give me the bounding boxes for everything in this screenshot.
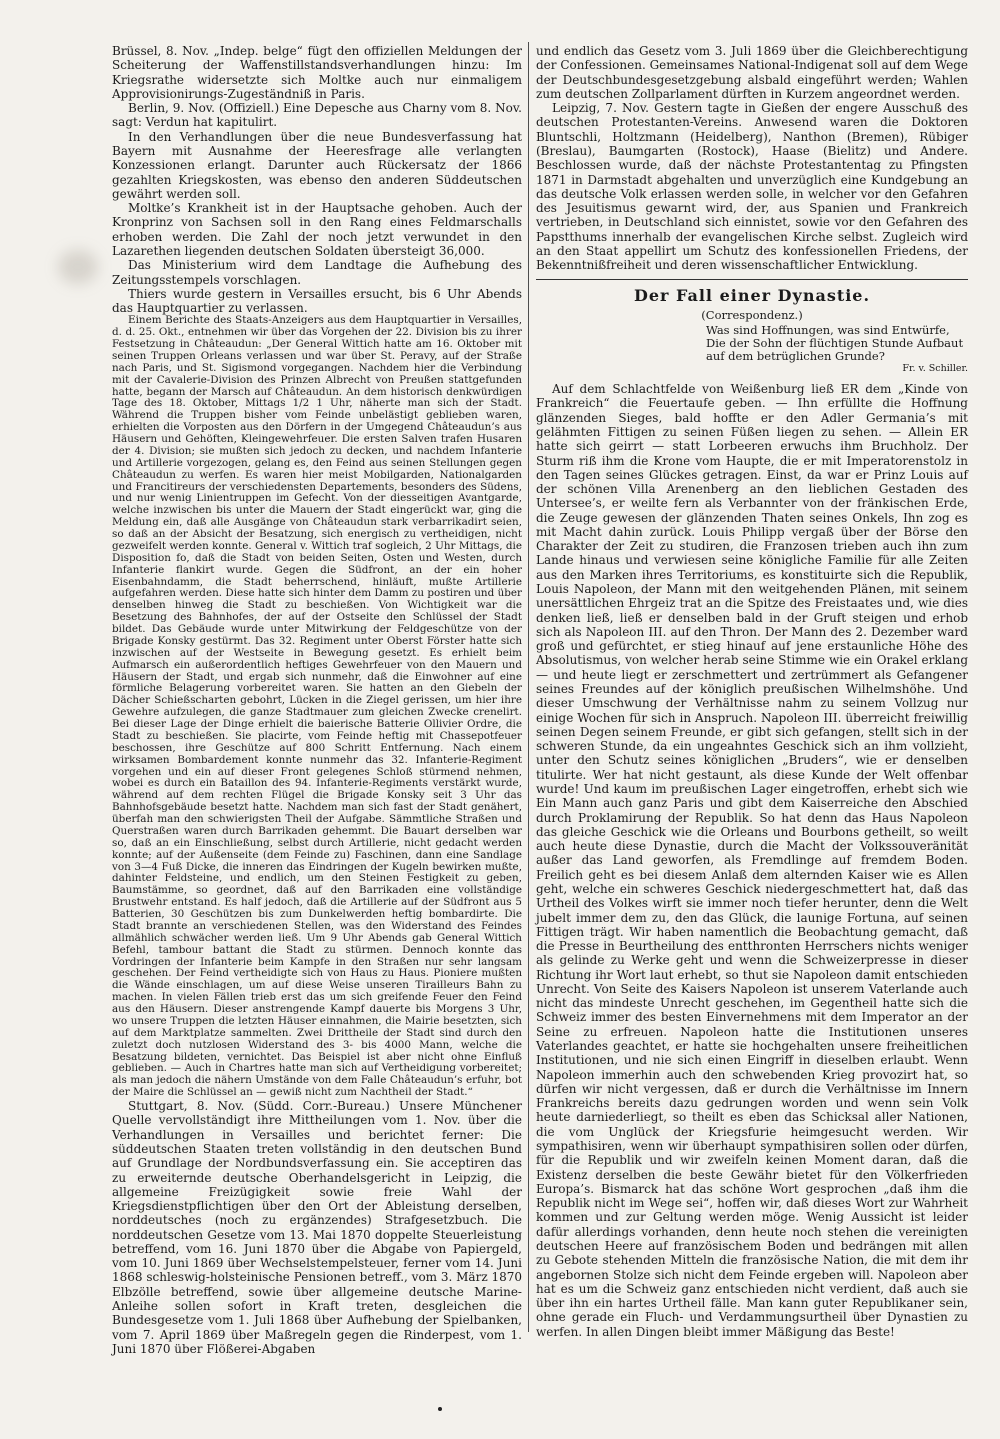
report-leipzig: Leipzig, 7. Nov. Gestern tagte in Gießen der engere Ausschuß des deutschen Protestanten-Vereins. Anwesend waren die Doktoren Bluntschli, Holtzmann (Heidelberg), Nanthon (Bremen), Rübiger (Breslau), Baumgarten (Rostock), Haase (Bielitz) und Andere. Beschlossen wurde, daß der nächste Protestantentag zu Pfingsten 1871 in Darmstadt abgehalten und unverzüglich eine Kundgebung an das deutsche Volk erlassen werden solle, in welcher vor den Gefahren des Jesuitismus gewarnt wird, der, aus Spanien und Frankreich vertrieben, in Deutschland sich einnistet, sowie vor den Gefahren des Papstthums innerhalb der evangelischen Kirche selbst. Zugleich wird an den Staat appellirt um Schutz des konfessionellen Friedens, der Bekenntnißfreiheit und deren wissenschaftlicher Entwicklung. [536, 101, 968, 273]
article-headline: Der Fall einer Dynastie. [633, 285, 871, 305]
report-bruessel: Brüssel, 8. Nov. „Indep. belge“ fügt den offiziellen Meldungen der Scheiterung der Waffenstillstandsverhandlungen hinzu: Im Kriegsrathe widersetzte sich Moltke auch nur einmaligem Approvisionirungs-Zugeständniß in Paris. [112, 44, 522, 101]
section-rule [536, 279, 968, 280]
article-motto: Was sind Hoffnungen, was sind Entwürfe, Die der Sohn der flüchtigen Stunde Aufbaut auf dem betrüglichen Grunde? [706, 322, 964, 363]
report-chateaudun: Einem Berichte des Staats-Anzeigers aus dem Hauptquartier in Versailles, d. d. 25. Okt., entnehmen wir über das Vorgehen der 22. Division bis zu ihrer Festsetzung in Châteaudun: „Der General Wittich hatte am 16. Oktober mit seinen Truppen Orleans verlassen und war über St. Peravy, auf der Straße nach Paris, und St. Sigismond vorgegangen. Nachdem hier die Verbindung mit der Cavalerie-Division des Prinzen Albrecht von Preußen stattgefunden hatte, begann der Marsch auf Châteaudun. An dem historisch denkwürdigen Tage des 18. Oktober, Mittags 1/2 1 Uhr, näherte man sich der Stadt. Während die Truppen bisher vom Feinde unbelästigt geblieben waren, erhielten die Vorposten aus den Dörfern in der Umgegend Châteaudun’s aus Häusern und Gehöften, Kleingewehrfeuer. Die ersten Salven trafen Husaren der 4. Division; sie mußten sich jedoch zu decken, und nachdem Infanterie und Artillerie vorgezogen, gelang es, den Feind aus seinen Stellungen gegen Châteaudun zu werfen. Es waren hier meist Mobilgarden, Nationalgarden und Francitireurs der verschiedensten Departements, besonders des Südens, und nur wenig Linientruppen im Gefecht. Von der diesseitigen Avantgarde, welche inzwischen bis unter die Mauern der Stadt eingerückt war, ging die Meldung ein, daß alle Ausgänge von Châteaudun stark verbarrikadirt seien, so daß an der Absicht der Besatzung, sich energisch zu vertheidigen, nicht gezweifelt werden konnte. General v. Wittich traf sogleich, 2 Uhr Mittags, die Disposition fo, daß die Stadt von beiden Seiten, Osten und Westen, durch Infanterie flankirt wurde. Gegen die Südfront, an der ein hoher Eisenbahndamm, die Stadt beherrschend, hinläuft, mußte Artillerie aufgefahren werden. Diese hatte sich hinter dem Damm zu postiren und über denselben hinweg die Stadt zu beschießen. Von Wichtigkeit war die Besetzung des Bahnhofes, der auf der Ostseite den Schlüssel der Stadt bildet. Das Gebäude wurde unter Mitwirkung der Feldgeschütze von der Brigade Konsky gestürmt. Das 32. Regiment unter Oberst Förster hatte sich inzwischen auf der Westseite in Bewegung gesetzt. Es erhielt beim Aufmarsch ein außerordentlich heftiges Gewehrfeuer von den Mauern und Häusern der Stadt, und ergab sich nunmehr, daß die Einwohner auf eine förmliche Belagerung vorbereitet waren. Sie hatten an den Giebeln der Dächer Schießscharten gebohrt, Lücken in die Ziegel gerissen, um hier ihre Gewehre aufzulegen, die ganze Stadtmauer zum gleichen Zwecke crenelirt. Bei dieser Lage der Dinge erhielt die baierische Batterie Ollivier Ordre, die Stadt zu beschießen. Sie placirte, vom Feinde heftig mit Chassepotfeuer beschossen, ihre Geschütze auf 800 Schritt Entfernung. Nach einem wirksamen Bombardement konnte nunmehr das 32. Infanterie-Regiment vorgehen und ein auf dieser Front gelegenes Schloß stürmend nehmen, wobei es durch ein Bataillon des 94. Infanterie-Regiments verstärkt wurde, während auf dem rechten Flügel die Brigade Konsky seit 3 Uhr das Bahnhofsgebäude besetzt hatte. Nachdem man sich fast der Stadt genähert, überfah man den schwierigsten Theil der Aufgabe. Sämmtliche Straßen und Querstraßen waren durch Barrikaden gehemmt. Die Bauart derselben war so, daß an ein Einschließung, selbst durch Artillerie, nicht gedacht werden konnte; auf der Außenseite (dem Feinde zu) Faschinen, dann eine Sandlage von 3—4 Fuß Dicke, die inneren das Eindringen der Kugeln bewirken mußte, dahinter Feldsteine, und endlich, um den Steinen Festigkeit zu geben, Baumstämme, so geordnet, daß auf den Barrikaden eine vollständige Brustwehr entstand. Es half jedoch, daß die Artillerie auf der Südfront aus 5 Batterien, 30 Geschützen bis zum Dunkelwerden heftig bombardirte. Die Stadt brannte an verschiedenen Stellen, was den Widerstand des Feindes allmählich schwächer werden ließ. Um 9 Uhr Abends gab General Wittich Befehl, tambour battant die Stadt zu stürmen. Dennoch konnte das Vordringen der Infanterie beim Kampfe in den Straßen nur sehr langsam geschehen. Der Feind vertheidigte sich von Haus zu Haus. Pioniere mußten die Wände einschlagen, um auf diese Weise unseren Tirailleurs Bahn zu machen. In vielen Fällen trieb erst das um sich greifende Feuer den Feind aus den Häusern. Dieser anstrengende Kampf dauerte bis Morgens 3 Uhr, wo unsere Truppen die letzten Häuser einnahmen, die Mairie besetzten, sich auf dem Marktplatze sammelten. Zwei Drittheile der Stadt sind durch den zuletzt doch nutzlosen Widerstand des 3- bis 4000 Mann, welche die Besatzung bildeten, vernichtet. Das Beispiel ist aber nicht ohne Einfluß geblieben. — Auch in Chartres hatte man sich auf Vertheidigung vorbereitet; als man jedoch die nähern Umstände von dem Falle Châteaudun’s erfuhr, bot der Maire die Schlüssel an — gewiß nicht zum Nachtheil der Stadt.“ [112, 314, 522, 1099]
print-dot [438, 1407, 442, 1411]
ink-stain [58, 250, 98, 284]
report-zeitungsstempel: Das Ministerium wird dem Landtage die Aufhebung des Zeitungsstempels vorschlagen. [112, 258, 522, 287]
report-stuttgart: Stuttgart, 8. Nov. (Südd. Corr.-Bureau.) Unsere Münchener Quelle vervollständigt ihre Mittheilungen vom 1. Nov. über die Verhandlungen in Versailles und berichtet ferner: Die süddeutschen Staaten treten vollständig in den deutschen Bund auf Grundlage der Nordbundsverfassung ein. Sie acceptiren das zu erweiternde deutsche Oberhandelsgericht in Leipzig, die allgemeine Freizügigkeit sowie freie Wahl der Kriegsdienstpflichtigen über den Ort der Ableistung derselben, norddeutsches (noch zu ergänzendes) Strafgesetzbuch. Die norddeutschen Gesetze vom 13. Mai 1870 doppelte Steuerleistung betreffend, vom 16. Juni 1870 über die Abgabe von Papiergeld, vom 10. Juni 1869 über Wechselstempelsteuer, ferner vom 14. Juni 1868 schleswig-holsteinische Pensionen betreff., vom 3. März 1870 Elbzölle betreffend, sowie über allgemeine deutsche Marine-Anleihe sollen sofort in Kraft treten, desgleichen die Bundesgesetze vom 1. Juli 1868 über Aufhebung der Spielbanken, vom 7. April 1869 über Maßregeln gegen die Rinderpest, vom 1. Juni 1870 über Flößerei-Abgaben [112, 1099, 522, 1356]
article-body: Auf dem Schlachtfelde von Weißenburg ließ ER dem „Kinde von Frankreich“ die Feuertaufe geben. — Ihn erfüllte die Hoffnung glänzenden Sieges, bald hoffte er den Adler Germania’s mit gelähmten Fittigen zu seinen Füßen liegen zu sehen. — Allein ER hatte sich geirrt — statt Lorbeeren erwuchs ihm Bruchholz. Der Sturm riß ihm die Krone vom Haupte, die er mit Imperatorenstolz in den Tagen seines Glückes getragen. Einst, da war er Prinz Louis auf der schönen Villa Arenenberg an den lieblichen Gestaden des Untersee’s, er weilte fern als Verbannter von der fränkischen Erde, die Zeuge gewesen der glänzenden Thaten seines Onkels, Ihn zog es mit Macht dahin zurück. Louis Philipp vergaß über der Börse den Charakter der Zeit zu studiren, die Franzosen trieben auch ihn zum Lande hinaus und verwiesen seine königliche Familie für alle Zeiten aus den Marken ihres Territoriums, es konstituirte sich die Republik, Louis Napoleon, der Mann mit den weitgehenden Plänen, mit seinem unersättlichen Ehrgeiz trat an die Spitze des Freistaates und, wie dies denken ließ, ließ er denselben bald in der Gruft steigen und erhob sich als Napoleon III. auf den Thron. Der Mann des 2. Dezember ward groß und gefürchtet, er stieg hinauf auf jene erstaunliche Höhe des Absolutismus, von welcher herab seine Stimme wie ein Orakel erklang — und heute liegt er zerschmettert und zertrümmert als Gefangener seines Freundes auf der königlich preußischen Wilhelmshöhe. Und dieser Umschwung der Verhältnisse nahm zu seinem Vollzug nur einige Wochen für sich in Anspruch. Napoleon III. überreicht freiwillig seinen Degen seinem Freunde, er gibt sich gefangen, stellt sich in der schweren Stunde, da ein ungeahntes Geschick sich an ihm vollzieht, unter den Schutz seines königlichen „Bruders“, wie er denselben titulirte. Wer hat nicht gestaunt, als diese Kunde der Welt offenbar wurde! Und kaum im preußischen Lager eingetroffen, erhebt sich wie Ein Mann auch ganz Paris und gibt dem Kaiserreiche den Abschied durch Proklamirung der Republik. So hat denn das Haus Napoleon das gleiche Geschick wie die Orleans und Bourbons getheilt, so weilt auch heute diese Dynastie, durch die Macht der Volkssouveränität außer das Land geworfen, als Fremdlinge auf fremdem Boden. Freilich geht es bei diesem Anlaß dem alternden Kaiser wie es Allen geht, welche ein schweres Geschick niedergeschmettert hat, daß das Urtheil des Volkes wirft sie immer noch tiefer herunter, denn die Welt jubelt immer dem zu, den das Glück, die launige Fortuna, auf seinen Fittigen trägt. Wir haben namentlich die Beobachtung gemacht, daß die Presse in Beurtheilung des entthronten Herrschers nichts weniger als gelinde zu Werke geht und wenn die Schweizerpresse in dieser Richtung ihr Wort laut erhebt, so thut sie Napoleon damit entschieden Unrecht. Von Seite des Kaisers Napoleon ist unserem Vaterlande auch nicht das mindeste Unrecht geschehen, im Gegentheil hatte sich die Schweiz immer des besten Einvernehmens mit dem Imperator an der Seine zu erfreuen. Napoleon hatte die Institutionen unseres Vaterlandes geachtet, er hatte sie hochgehalten unsere freiheitlichen Institutionen, und nie sich einen Eingriff in dieselben erlaubt. Wenn Napoleon immerhin auch den schwebenden Krieg provozirt hat, so dürfen wir nicht vergessen, daß er durch die Verhältnisse im Innern Frankreichs bereits dazu gedrungen worden und wenn sein Volk heute darniederliegt, so theilt es eben das Schicksal aller Nationen, die vom Unglück der Kriegsfurie heimgesucht werden. Wir sympathisiren, wenn wir überhaupt sympathisiren sollen oder dürfen, für die Republik und wir zweifeln keinen Moment daran, daß die Existenz derselben die beste Gewähr bietet für den Völkerfrieden Europa’s. Bismarck hat das schöne Wort gesprochen „daß ihm die Republik nicht im Wege sei“, hoffen wir, daß dieses Wort zur Wahrheit kommen und zur Geltung werden möge. Wenig Aussicht ist leider dafür allerdings vorhanden, denn heute noch stehen die vereinigten deutschen Heere auf französischem Boden und bedrängen mit allen zu Gebote stehenden Mitteln die französische Nation, die mit dem ihr angebornen Stolze sich nicht dem Feinde ergeben will. Napoleon aber hat es um die Schweiz ganz entschieden nicht verdient, daß auch sie über ihn ein hartes Urtheil fälle. Man kann guter Republikaner sein, ohne gerade ein Fluch- und Verdammungsurtheil über Dynastien zu werfen. In allen Dingen bleibt immer Mäßigung das Beste! [536, 382, 968, 1339]
column-divider [528, 42, 529, 1332]
report-thiers: Thiers wurde gestern in Versailles ersucht, bis 6 Uhr Abends das Hauptquartier zu verlassen. [112, 286, 522, 316]
left-column [112, 44, 522, 1356]
report-moltke: Moltke’s Krankheit ist in der Hauptsache gehoben. Auch der Kronprinz von Sachsen soll in den Rang eines Feldmarschalls erhoben werden. Die Zahl der noch jetzt verwundet in den Lazarethen liegenden deutschen Soldaten übersteigt 36,000. [112, 201, 522, 258]
report-bayern-verhandlungen: In den Verhandlungen über die neue Bundesverfassung hat Bayern mit Ausnahme der Heeresfrage alle verlangten Konzessionen erlangt. Darunter auch Rückersatz der 1866 gezahlten Kriegskosten, was ebenso den anderen Süddeutschen gewährt werden soll. [112, 129, 522, 201]
article-subhead: (Correspondenz.) [701, 307, 803, 322]
motto-attribution: Fr. v. Schiller. [902, 363, 968, 375]
report-stuttgart-continued: und endlich das Gesetz vom 3. Juli 1869 über die Gleichberechtigung der Confessionen. Gemeinsames National-Indigenat soll auf dem Wege der Deutschbundesgesetzgebung alsbald eingeführt werden; Wahlen zum deutschen Zollparlament dürften in Kurzem angeordnet werden. [536, 44, 968, 101]
report-berlin: Berlin, 9. Nov. (Offiziell.) Eine Depesche aus Charny vom 8. Nov. sagt: Verdun hat kapitulirt. [112, 101, 522, 130]
right-column [536, 44, 968, 1339]
